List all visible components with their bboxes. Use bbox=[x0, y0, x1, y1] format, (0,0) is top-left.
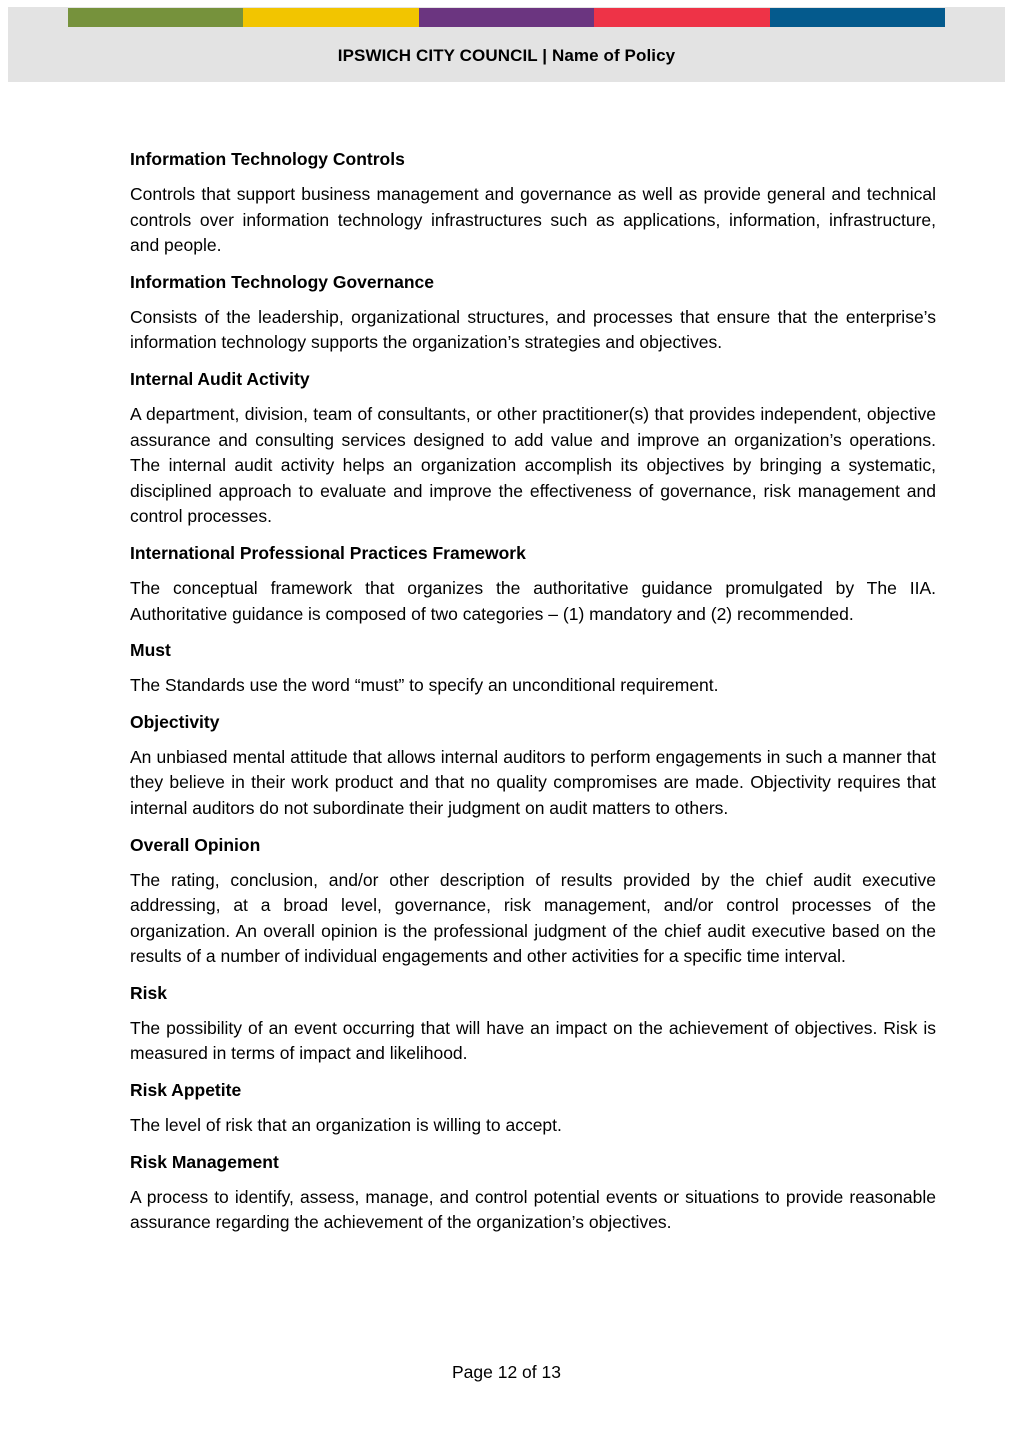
glossary-definition: Controls that support business management and governance as well as provide general and technical controls over information technology infrastructures such as applications, information, infrastructure, and people. bbox=[130, 184, 936, 256]
glossary-definition: A process to identify, assess, manage, and control potential events or situations to provide reasonable assurance regarding the achievement of the organization’s objectives. bbox=[130, 1186, 936, 1233]
glossary-definition: Consists of the leadership, organizational structures, and processes that ensure that the enterprise’s information technology supports the organization’s strategies and objectives. bbox=[130, 306, 936, 353]
color-bar-segment-purple bbox=[419, 8, 594, 27]
glossary-definition: The conceptual framework that organizes the authoritative guidance promulgated by The IIA. Authoritative guidance is composed of two categories – (1) mandatory and (2) recommended. bbox=[130, 577, 936, 624]
glossary-term: Must bbox=[130, 640, 171, 661]
glossary-definition: The level of risk that an organization is willing to accept. bbox=[130, 1115, 562, 1136]
glossary-term: Overall Opinion bbox=[130, 834, 261, 855]
color-bar-segment-red bbox=[594, 8, 769, 27]
page-header bbox=[8, 7, 1005, 82]
glossary-section bbox=[130, 146, 936, 1246]
header-color-bar bbox=[68, 8, 945, 27]
glossary-definition: The Standards use the word “must” to specify an unconditional requirement. bbox=[130, 675, 719, 696]
page-number: Page 12 of 13 bbox=[452, 1362, 561, 1382]
header-title: IPSWICH CITY COUNCIL | Name of Policy bbox=[337, 46, 676, 65]
glossary-definition: An unbiased mental attitude that allows internal auditors to perform engagements in such a manner that they believe in their work product and that no quality compromises are made. Objectivity requires that internal auditors do not subordinate their judgment on audit matters to others. bbox=[130, 746, 936, 818]
glossary-term: Information Technology Controls bbox=[130, 149, 405, 169]
glossary-definition: The possibility of an event occurring that will have an impact on the achievement of objectives. Risk is measured in terms of impact and likelihood. bbox=[130, 1017, 936, 1064]
color-bar-segment-green bbox=[68, 8, 243, 27]
glossary-term: Objectivity bbox=[130, 711, 220, 732]
glossary-definition: The rating, conclusion, and/or other description of results provided by the chief audit executive addressing, at a broad level, governance, risk management, and/or control processes of the organization. An overall opinion is the professional judgment of the chief audit executive based on the results of a number of individual engagements and other activities for a specific time interval. bbox=[130, 869, 936, 967]
glossary-term: Internal Audit Activity bbox=[130, 368, 310, 389]
glossary-term: Risk bbox=[130, 982, 167, 1003]
glossary-term: Risk Management bbox=[130, 1151, 279, 1172]
glossary-term: Risk Appetite bbox=[130, 1080, 242, 1101]
glossary-term: International Professional Practices Framework bbox=[130, 542, 526, 563]
color-bar-segment-blue bbox=[770, 8, 945, 27]
glossary-term: Information Technology Governance bbox=[130, 271, 435, 292]
glossary-definition: A department, division, team of consultants, or other practitioner(s) that provides independent, objective assurance and consulting services designed to add value and improve an organization’s operations. The internal audit activity helps an organization accomplish its objectives by bringing a systematic, disciplined approach to evaluate and improve the effectiveness of governance, risk management and control processes. bbox=[130, 403, 936, 527]
color-bar-segment-yellow bbox=[243, 8, 418, 27]
